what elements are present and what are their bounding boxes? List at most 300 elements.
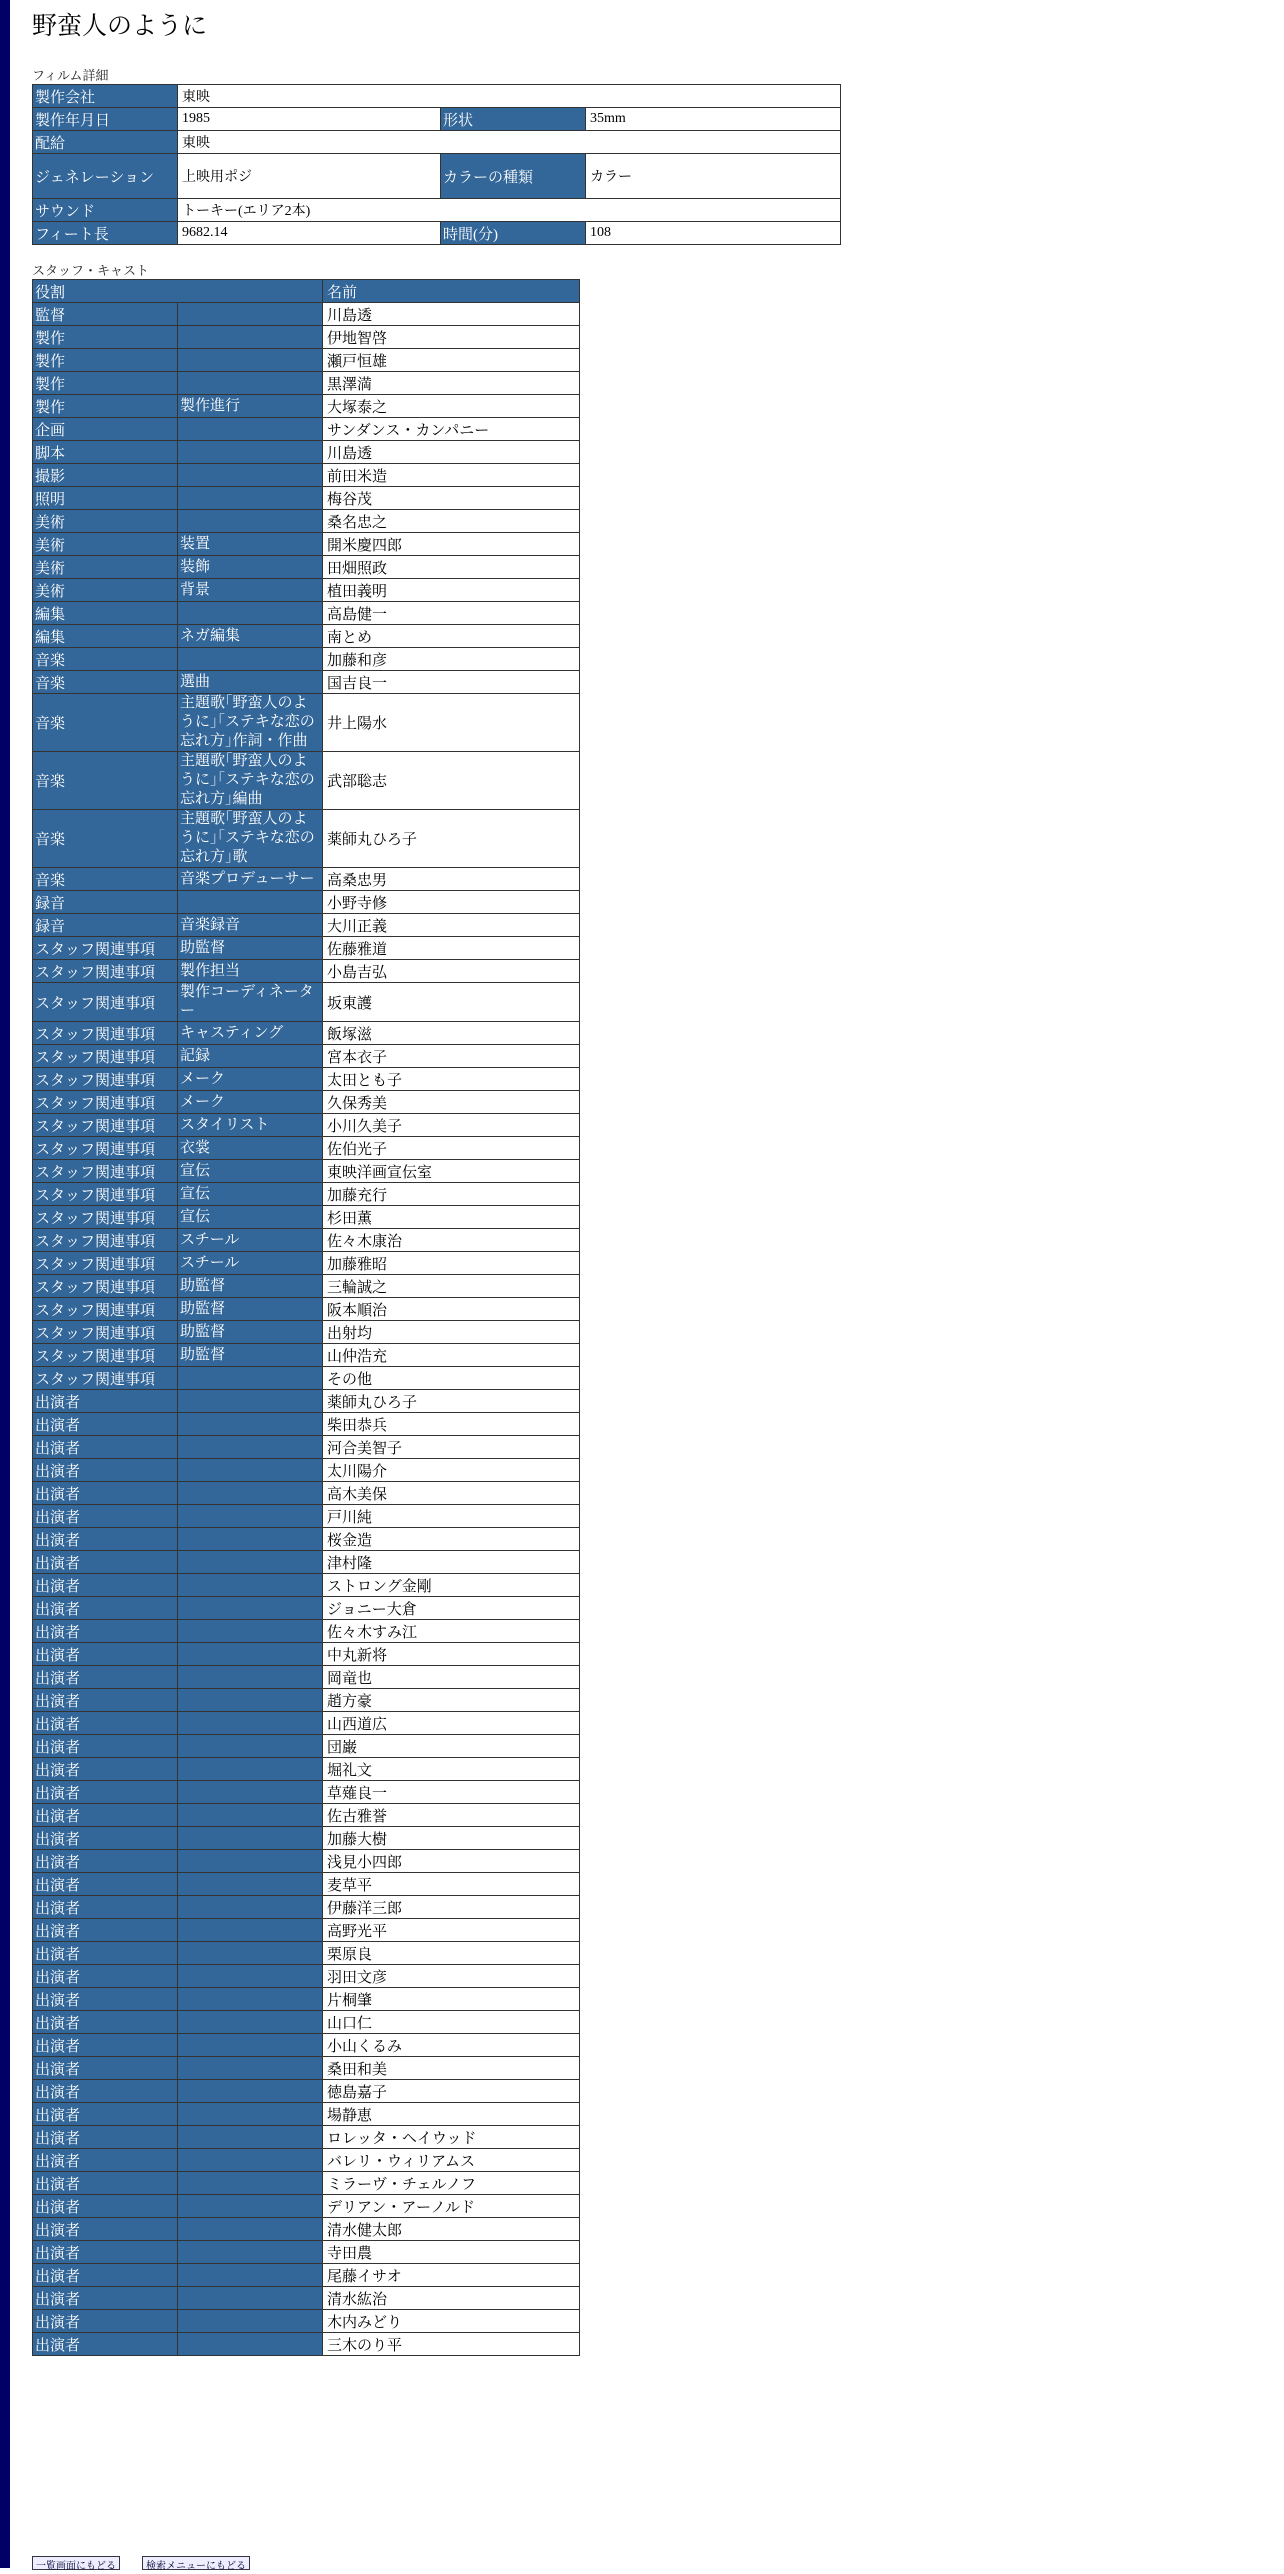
role-cell: 出演者 — [33, 2333, 178, 2356]
role-cell: 出演者 — [33, 1988, 178, 2011]
table-row — [33, 1068, 580, 1091]
table-row — [33, 810, 580, 868]
sub-role-cell — [178, 2011, 323, 2034]
film-detail-value: カラー — [586, 154, 841, 199]
sub-role-cell — [178, 326, 323, 349]
table-row — [33, 1965, 580, 1988]
table-row — [33, 1091, 580, 1114]
role-cell: 音楽 — [33, 810, 178, 868]
role-cell: 音楽 — [33, 694, 178, 752]
name-cell: 小島吉弘 — [323, 960, 580, 983]
name-cell: 趙方豪 — [323, 1689, 580, 1712]
sub-role-cell — [178, 2057, 323, 2080]
table-row — [33, 533, 580, 556]
sub-role-cell — [178, 464, 323, 487]
role-cell: 出演者 — [33, 1459, 178, 1482]
table-row — [33, 441, 580, 464]
sub-role-cell: メーク — [178, 1091, 323, 1114]
role-cell: スタッフ関連事項 — [33, 1206, 178, 1229]
sub-role-cell: 製作進行 — [178, 395, 323, 418]
name-cell: 井上陽水 — [323, 694, 580, 752]
name-cell: 場静恵 — [323, 2103, 580, 2126]
table-row — [33, 372, 580, 395]
sub-role-cell — [178, 418, 323, 441]
role-cell: スタッフ関連事項 — [33, 1321, 178, 1344]
table-row — [33, 1942, 580, 1965]
sub-role-cell — [178, 1942, 323, 1965]
sub-role-cell: キャスティング — [178, 1022, 323, 1045]
film-detail-label: 製作年月日 — [33, 108, 178, 131]
sub-role-cell — [178, 2287, 323, 2310]
table-row — [33, 1436, 580, 1459]
sub-role-cell: 装置 — [178, 533, 323, 556]
table-row — [33, 1137, 580, 1160]
sub-role-cell: ネガ編集 — [178, 625, 323, 648]
role-cell: 出演者 — [33, 2172, 178, 2195]
name-cell: 加藤大樹 — [323, 1827, 580, 1850]
sub-role-cell — [178, 2172, 323, 2195]
film-details-table — [32, 84, 841, 245]
role-cell: 美術 — [33, 510, 178, 533]
role-cell: 録音 — [33, 914, 178, 937]
sub-role-cell — [178, 1896, 323, 1919]
back-to-search-menu-button[interactable]: 検索メニューにもどる — [142, 2556, 250, 2570]
name-cell: 山西道広 — [323, 1712, 580, 1735]
name-cell: 開米慶四郎 — [323, 533, 580, 556]
table-row — [33, 983, 580, 1022]
sub-role-cell — [178, 1459, 323, 1482]
sub-role-cell — [178, 2310, 323, 2333]
name-cell: 山口仁 — [323, 2011, 580, 2034]
table-row — [33, 1114, 580, 1137]
name-cell: 佐伯光子 — [323, 1137, 580, 1160]
sub-role-cell — [178, 1505, 323, 1528]
table-row — [33, 2333, 580, 2356]
table-row — [33, 1528, 580, 1551]
table-row — [33, 395, 580, 418]
table-row — [33, 2103, 580, 2126]
table-row — [33, 937, 580, 960]
role-cell: スタッフ関連事項 — [33, 1068, 178, 1091]
sub-role-cell: 製作担当 — [178, 960, 323, 983]
role-cell: スタッフ関連事項 — [33, 1344, 178, 1367]
name-cell: 戸川純 — [323, 1505, 580, 1528]
sub-role-cell — [178, 1574, 323, 1597]
film-detail-value: 1985 — [178, 108, 441, 131]
table-row — [33, 1022, 580, 1045]
role-cell: 出演者 — [33, 1896, 178, 1919]
name-cell: 木内みどり — [323, 2310, 580, 2333]
sub-role-cell: 選曲 — [178, 671, 323, 694]
film-detail-label: 製作会社 — [33, 85, 178, 108]
name-cell: 太川陽介 — [323, 1459, 580, 1482]
role-cell: スタッフ関連事項 — [33, 960, 178, 983]
name-cell: 太田とも子 — [323, 1068, 580, 1091]
name-cell: 飯塚滋 — [323, 1022, 580, 1045]
name-cell: 岡竜也 — [323, 1666, 580, 1689]
sub-role-cell: 衣裳 — [178, 1137, 323, 1160]
table-row — [33, 326, 580, 349]
name-cell: 高野光平 — [323, 1919, 580, 1942]
sub-role-cell — [178, 2218, 323, 2241]
table-row — [33, 1712, 580, 1735]
name-cell: ジョニー大倉 — [323, 1597, 580, 1620]
sub-role-cell: 助監督 — [178, 937, 323, 960]
back-to-list-button[interactable]: 一覧画面にもどる — [32, 2556, 120, 2570]
table-row — [33, 602, 580, 625]
sub-role-cell: メーク — [178, 1068, 323, 1091]
role-cell: スタッフ関連事項 — [33, 983, 178, 1022]
sub-role-cell: 音楽プロデューサー — [178, 868, 323, 891]
table-row — [33, 2310, 580, 2333]
name-cell: 黒澤満 — [323, 372, 580, 395]
table-row — [33, 1413, 580, 1436]
sub-role-cell — [178, 1827, 323, 1850]
sub-role-cell — [178, 1436, 323, 1459]
role-cell: 出演者 — [33, 1390, 178, 1413]
role-cell: 出演者 — [33, 1620, 178, 1643]
name-cell: 片桐肇 — [323, 1988, 580, 2011]
role-cell: 出演者 — [33, 2057, 178, 2080]
role-cell: 出演者 — [33, 1712, 178, 1735]
role-cell: 出演者 — [33, 2080, 178, 2103]
name-cell: 小野寺修 — [323, 891, 580, 914]
film-detail-value: トーキー(エリア2本) — [178, 199, 841, 222]
sub-role-cell — [178, 487, 323, 510]
table-row — [33, 579, 580, 602]
film-detail-value: 東映 — [178, 85, 841, 108]
sub-role-cell: 助監督 — [178, 1275, 323, 1298]
table-row — [33, 1344, 580, 1367]
role-cell: 出演者 — [33, 1551, 178, 1574]
role-cell: 出演者 — [33, 2034, 178, 2057]
name-cell: 瀬戸恒雄 — [323, 349, 580, 372]
film-detail-label: サウンド — [33, 199, 178, 222]
sub-role-cell — [178, 349, 323, 372]
table-row — [33, 303, 580, 326]
table-row — [33, 625, 580, 648]
role-cell: 製作 — [33, 349, 178, 372]
role-cell: 出演者 — [33, 1735, 178, 1758]
name-cell: 桑田和美 — [323, 2057, 580, 2080]
role-cell: 出演者 — [33, 1666, 178, 1689]
name-cell: 三木のり平 — [323, 2333, 580, 2356]
sub-role-cell: スタイリスト — [178, 1114, 323, 1137]
table-row — [33, 556, 580, 579]
table-row — [33, 1988, 580, 2011]
role-cell: スタッフ関連事項 — [33, 1229, 178, 1252]
staff-header-row — [33, 280, 580, 303]
table-row — [33, 487, 580, 510]
role-cell: 監督 — [33, 303, 178, 326]
name-cell: サンダンス・カンパニー — [323, 418, 580, 441]
name-cell: 清水紘治 — [323, 2287, 580, 2310]
table-row — [33, 464, 580, 487]
role-cell: 音楽 — [33, 752, 178, 810]
name-cell: バレリ・ウィリアムス — [323, 2149, 580, 2172]
name-cell: 麦草平 — [323, 1873, 580, 1896]
name-cell: 堀礼文 — [323, 1758, 580, 1781]
name-cell: 河合美智子 — [323, 1436, 580, 1459]
table-row — [33, 1597, 580, 1620]
table-row — [33, 2080, 580, 2103]
table-row — [33, 510, 580, 533]
name-cell: 徳島嘉子 — [323, 2080, 580, 2103]
name-cell: ロレッタ・ヘイウッド — [323, 2126, 580, 2149]
table-row — [33, 2172, 580, 2195]
sub-role-cell — [178, 2080, 323, 2103]
sub-role-cell — [178, 1643, 323, 1666]
name-cell: 坂東護 — [323, 983, 580, 1022]
header-role: 役割 — [33, 280, 323, 303]
role-cell: 出演者 — [33, 2011, 178, 2034]
role-cell: 出演者 — [33, 1413, 178, 1436]
sub-role-cell: 製作コーディネーター — [178, 983, 323, 1022]
film-detail-value: 108 — [586, 222, 841, 245]
sub-role-cell — [178, 2195, 323, 2218]
page-title: 野蛮人のように — [32, 13, 208, 40]
role-cell: 出演者 — [33, 1804, 178, 1827]
sub-role-cell — [178, 1482, 323, 1505]
name-cell: 宮本衣子 — [323, 1045, 580, 1068]
role-cell: 出演者 — [33, 1689, 178, 1712]
sub-role-cell — [178, 1758, 323, 1781]
film-details-label: フィルム詳細 — [32, 68, 109, 83]
role-cell: 照明 — [33, 487, 178, 510]
left-accent-bar — [0, 0, 10, 2568]
table-row — [33, 1160, 580, 1183]
role-cell: スタッフ関連事項 — [33, 1367, 178, 1390]
table-row — [33, 1804, 580, 1827]
role-cell: 出演者 — [33, 2103, 178, 2126]
table-row — [33, 418, 580, 441]
table-row — [33, 1229, 580, 1252]
table-row — [33, 2287, 580, 2310]
sub-role-cell: 宣伝 — [178, 1206, 323, 1229]
table-row — [33, 1390, 580, 1413]
name-cell: 高島健一 — [323, 602, 580, 625]
role-cell: スタッフ関連事項 — [33, 1275, 178, 1298]
table-row — [33, 2195, 580, 2218]
film-detail-label: 時間(分) — [441, 222, 586, 245]
table-row — [33, 2218, 580, 2241]
table-row — [33, 1850, 580, 1873]
table-row — [33, 2034, 580, 2057]
name-cell: 伊地智啓 — [323, 326, 580, 349]
table-row — [33, 891, 580, 914]
sub-role-cell — [178, 1666, 323, 1689]
name-cell: 佐々木康治 — [323, 1229, 580, 1252]
role-cell: 出演者 — [33, 2126, 178, 2149]
table-row — [33, 1666, 580, 1689]
sub-role-cell: 音楽録音 — [178, 914, 323, 937]
role-cell: 出演者 — [33, 1574, 178, 1597]
sub-role-cell — [178, 1551, 323, 1574]
sub-role-cell — [178, 1620, 323, 1643]
sub-role-cell — [178, 372, 323, 395]
name-cell: 桑名忠之 — [323, 510, 580, 533]
role-cell: スタッフ関連事項 — [33, 1091, 178, 1114]
sub-role-cell — [178, 2103, 323, 2126]
sub-role-cell: 助監督 — [178, 1344, 323, 1367]
sub-role-cell — [178, 510, 323, 533]
sub-role-cell — [178, 2241, 323, 2264]
role-cell: スタッフ関連事項 — [33, 1183, 178, 1206]
film-detail-value: 9682.14 — [178, 222, 441, 245]
sub-role-cell: 助監督 — [178, 1298, 323, 1321]
name-cell: 浅見小四郎 — [323, 1850, 580, 1873]
role-cell: 出演者 — [33, 2218, 178, 2241]
film-detail-value: 東映 — [178, 131, 841, 154]
role-cell: 製作 — [33, 372, 178, 395]
film-detail-row — [33, 85, 841, 108]
table-row — [33, 1367, 580, 1390]
sub-role-cell — [178, 1781, 323, 1804]
table-row — [33, 1252, 580, 1275]
sub-role-cell — [178, 1689, 323, 1712]
role-cell: 出演者 — [33, 1942, 178, 1965]
name-cell: 薬師丸ひろ子 — [323, 810, 580, 868]
sub-role-cell — [178, 602, 323, 625]
name-cell: 三輪誠之 — [323, 1275, 580, 1298]
name-cell: 杉田薫 — [323, 1206, 580, 1229]
role-cell: 製作 — [33, 326, 178, 349]
name-cell: その他 — [323, 1367, 580, 1390]
table-row — [33, 694, 580, 752]
role-cell: スタッフ関連事項 — [33, 1298, 178, 1321]
sub-role-cell — [178, 1528, 323, 1551]
role-cell: 美術 — [33, 556, 178, 579]
table-row — [33, 2126, 580, 2149]
name-cell: 南とめ — [323, 625, 580, 648]
name-cell: 高木美保 — [323, 1482, 580, 1505]
role-cell: 出演者 — [33, 2287, 178, 2310]
name-cell: 団巌 — [323, 1735, 580, 1758]
name-cell: 薬師丸ひろ子 — [323, 1390, 580, 1413]
role-cell: スタッフ関連事項 — [33, 937, 178, 960]
sub-role-cell: 装飾 — [178, 556, 323, 579]
role-cell: スタッフ関連事項 — [33, 1252, 178, 1275]
name-cell: 桜金造 — [323, 1528, 580, 1551]
role-cell: 出演者 — [33, 1827, 178, 1850]
role-cell: 音楽 — [33, 648, 178, 671]
role-cell: 美術 — [33, 579, 178, 602]
role-cell: スタッフ関連事項 — [33, 1022, 178, 1045]
sub-role-cell: 主題歌｢野蛮人のように｣｢ステキな恋の忘れ方｣作詞・作曲 — [178, 694, 323, 752]
table-row — [33, 2057, 580, 2080]
table-row — [33, 1758, 580, 1781]
role-cell: 編集 — [33, 625, 178, 648]
sub-role-cell: スチール — [178, 1252, 323, 1275]
sub-role-cell: 宣伝 — [178, 1183, 323, 1206]
role-cell: 出演者 — [33, 1528, 178, 1551]
table-row — [33, 1735, 580, 1758]
role-cell: 出演者 — [33, 2310, 178, 2333]
sub-role-cell — [178, 2264, 323, 2287]
film-detail-row — [33, 131, 841, 154]
sub-role-cell: 記録 — [178, 1045, 323, 1068]
table-row — [33, 1459, 580, 1482]
role-cell: 音楽 — [33, 868, 178, 891]
role-cell: 企画 — [33, 418, 178, 441]
table-row — [33, 2011, 580, 2034]
role-cell: 出演者 — [33, 1643, 178, 1666]
role-cell: 出演者 — [33, 2149, 178, 2172]
sub-role-cell — [178, 2126, 323, 2149]
name-cell: 植田義明 — [323, 579, 580, 602]
table-row — [33, 1620, 580, 1643]
table-row — [33, 752, 580, 810]
sub-role-cell — [178, 891, 323, 914]
name-cell: 佐々木すみ江 — [323, 1620, 580, 1643]
sub-role-cell — [178, 1850, 323, 1873]
table-row — [33, 1574, 580, 1597]
table-row — [33, 2264, 580, 2287]
sub-role-cell — [178, 2333, 323, 2356]
sub-role-cell — [178, 1873, 323, 1896]
table-row — [33, 1275, 580, 1298]
role-cell: 出演者 — [33, 1850, 178, 1873]
role-cell: 出演者 — [33, 2264, 178, 2287]
film-detail-label: カラーの種類 — [441, 154, 586, 199]
role-cell: 撮影 — [33, 464, 178, 487]
table-row — [33, 914, 580, 937]
name-cell: 梅谷茂 — [323, 487, 580, 510]
sub-role-cell — [178, 1597, 323, 1620]
name-cell: 伊藤洋三郎 — [323, 1896, 580, 1919]
table-row — [33, 1919, 580, 1942]
name-cell: 草薙良一 — [323, 1781, 580, 1804]
table-row — [33, 2241, 580, 2264]
role-cell: 出演者 — [33, 1482, 178, 1505]
role-cell: 出演者 — [33, 1781, 178, 1804]
table-row — [33, 1045, 580, 1068]
sub-role-cell: 主題歌｢野蛮人のように｣｢ステキな恋の忘れ方｣編曲 — [178, 752, 323, 810]
role-cell: 出演者 — [33, 1505, 178, 1528]
name-cell: 寺田農 — [323, 2241, 580, 2264]
table-row — [33, 1183, 580, 1206]
name-cell: 阪本順治 — [323, 1298, 580, 1321]
table-row — [33, 1551, 580, 1574]
sub-role-cell — [178, 1988, 323, 2011]
name-cell: 川島透 — [323, 303, 580, 326]
role-cell: 製作 — [33, 395, 178, 418]
role-cell: スタッフ関連事項 — [33, 1045, 178, 1068]
role-cell: 出演者 — [33, 1758, 178, 1781]
sub-role-cell — [178, 1390, 323, 1413]
name-cell: 田畑照政 — [323, 556, 580, 579]
sub-role-cell — [178, 1919, 323, 1942]
role-cell: スタッフ関連事項 — [33, 1114, 178, 1137]
name-cell: 中丸新将 — [323, 1643, 580, 1666]
name-cell: 加藤雅昭 — [323, 1252, 580, 1275]
role-cell: 出演者 — [33, 2241, 178, 2264]
sub-role-cell — [178, 1804, 323, 1827]
table-row — [33, 1298, 580, 1321]
sub-role-cell — [178, 303, 323, 326]
film-detail-row — [33, 108, 841, 131]
table-row — [33, 671, 580, 694]
role-cell: 音楽 — [33, 671, 178, 694]
role-cell: 美術 — [33, 533, 178, 556]
table-row — [33, 1873, 580, 1896]
sub-role-cell: 助監督 — [178, 1321, 323, 1344]
name-cell: 柴田恭兵 — [323, 1413, 580, 1436]
name-cell: 久保秀美 — [323, 1091, 580, 1114]
name-cell: 出射均 — [323, 1321, 580, 1344]
role-cell: 出演者 — [33, 1873, 178, 1896]
sub-role-cell — [178, 648, 323, 671]
